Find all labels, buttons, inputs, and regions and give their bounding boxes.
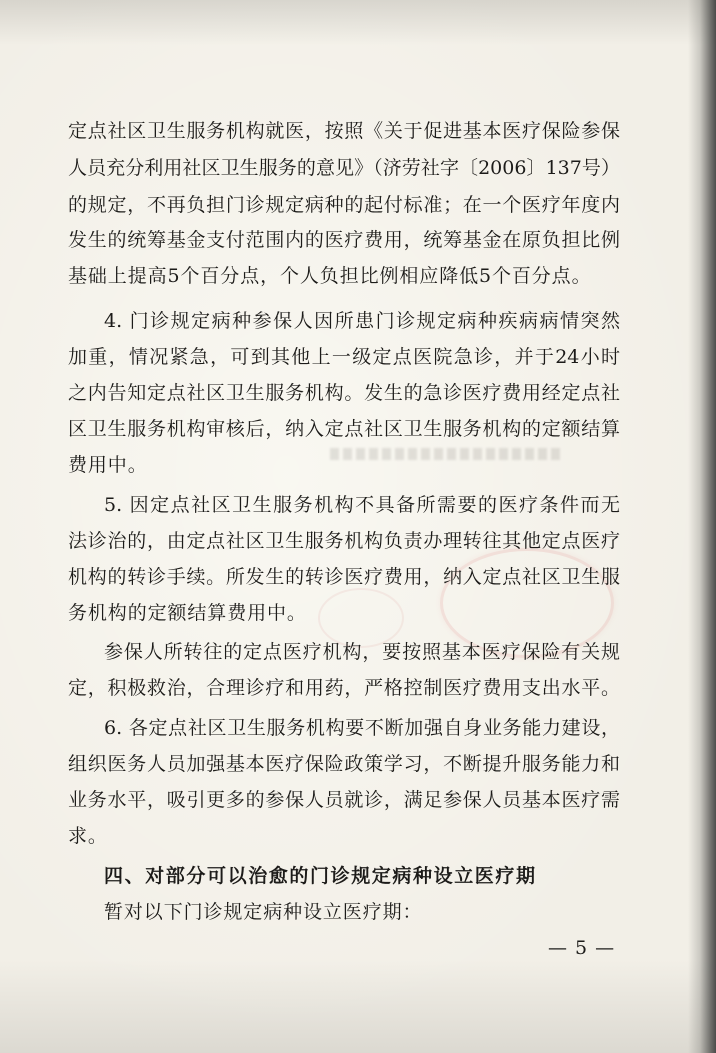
text-line: 业务水平，吸引更多的参保人员就诊，满足参保人员基本医疗需 bbox=[68, 789, 620, 811]
text-line: 加重，情况紧急，可到其他上一级定点医院急诊，并于24小时 bbox=[68, 346, 620, 368]
reverse-side-text-show-through bbox=[330, 448, 560, 460]
text-line: 定，积极救治，合理诊疗和用药，严格控制医疗费用支出水平。 bbox=[68, 677, 620, 699]
text-line: 定点社区卫生服务机构就医，按照《关于促进基本医疗保险参保 bbox=[68, 120, 620, 142]
page-number: — 5 — bbox=[548, 937, 616, 959]
text-line: 参保人所转往的定点医疗机构，要按照基本医疗保险有关规 bbox=[104, 641, 620, 663]
text-line: 组织医务人员加强基本医疗保险政策学习，不断提升服务能力和 bbox=[68, 753, 620, 775]
text-line: 基础上提高5个百分点，个人负担比例相应降低5个百分点。 bbox=[68, 265, 592, 287]
text-line: 费用中。 bbox=[68, 454, 148, 476]
text-line: 4. 门诊规定病种参保人因所患门诊规定病种疾病病情突然 bbox=[104, 310, 620, 332]
section-intro: 暂对以下门诊规定病种设立医疗期： bbox=[104, 901, 423, 923]
text-line: 求。 bbox=[68, 825, 108, 847]
text-line: 区卫生服务机构审核后，纳入定点社区卫生服务机构的定额结算 bbox=[68, 418, 620, 440]
text-line: 之内告知定点社区卫生服务机构。发生的急诊医疗费用经定点社 bbox=[68, 382, 620, 404]
section-heading: 四、对部分可以治愈的门诊规定病种设立医疗期 bbox=[104, 865, 537, 887]
text-line: 法诊治的，由定点社区卫生服务机构负责办理转往其他定点医疗 bbox=[68, 530, 620, 552]
text-line: 5. 因定点社区卫生服务机构不具备所需要的医疗条件而无 bbox=[104, 494, 620, 516]
text-line: 人员充分利用社区卫生服务的意见》（济劳社字〔2006〕137号） bbox=[68, 157, 620, 179]
text-line: 机构的转诊手续。所发生的转诊医疗费用，纳入定点社区卫生服 bbox=[68, 566, 620, 588]
text-line: 务机构的定额结算费用中。 bbox=[68, 602, 307, 624]
text-line: 6. 各定点社区卫生服务机构要不断加强自身业务能力建设， bbox=[104, 717, 620, 739]
text-line: 发生的统筹基金支付范围内的医疗费用，统筹基金在原负担比例 bbox=[68, 229, 620, 251]
text-line: 的规定，不再负担门诊规定病种的起付标准；在一个医疗年度内 bbox=[68, 194, 620, 216]
